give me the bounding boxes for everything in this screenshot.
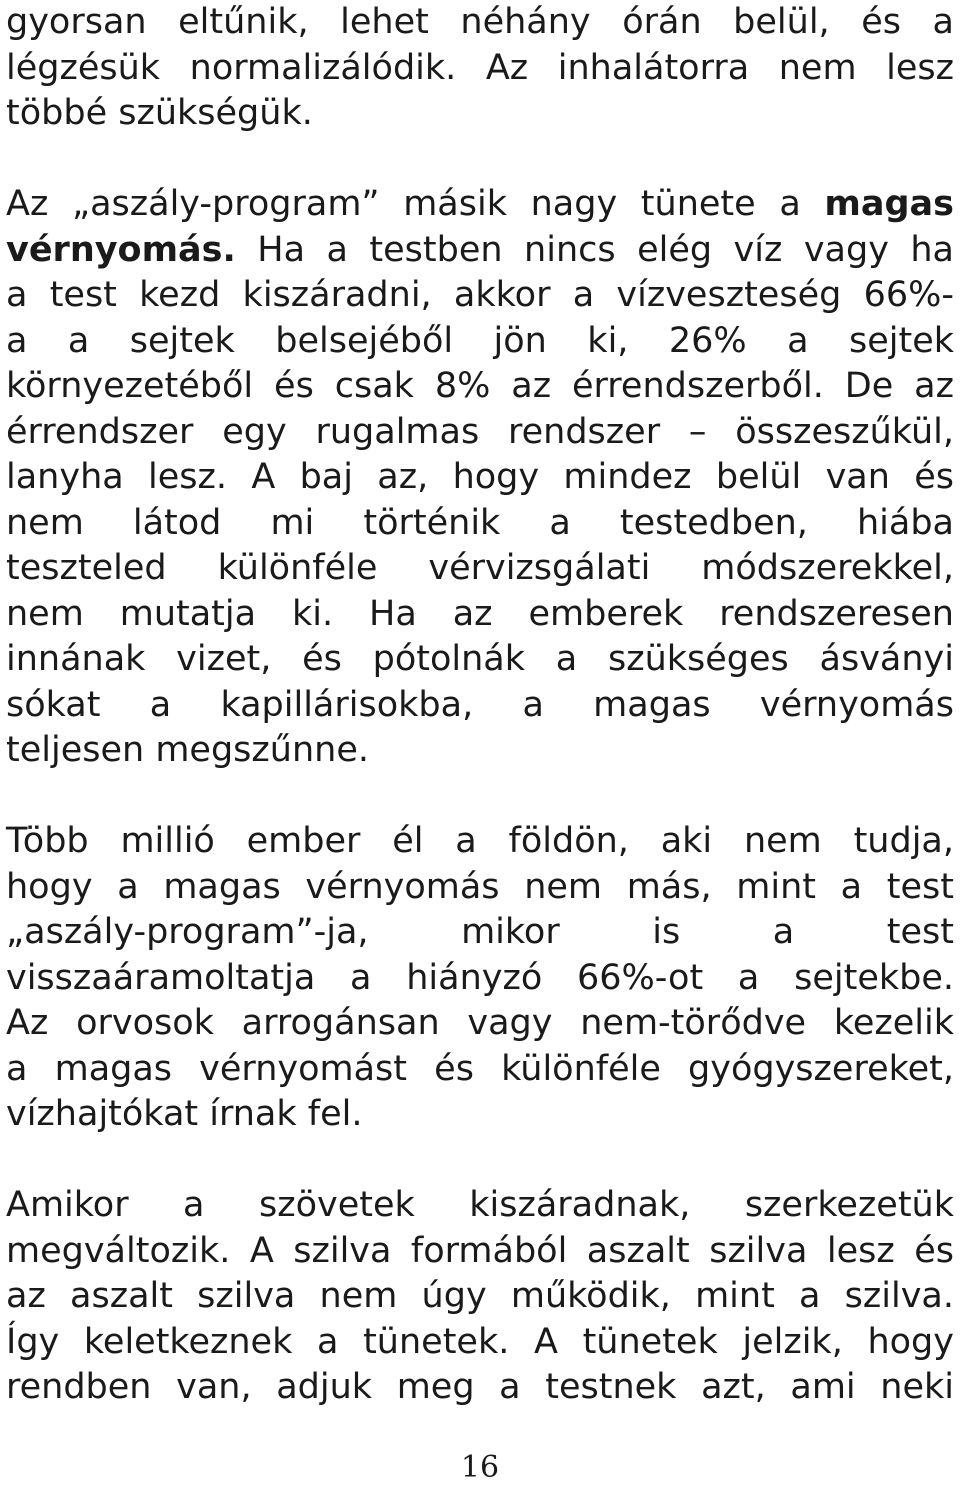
text-run: innának vizet, és pótolnák a szükséges ásványi [6, 639, 954, 679]
body-paragraph [6, 1183, 954, 1411]
text-line [6, 1047, 954, 1093]
page-number: 16 [460, 1450, 500, 1485]
text-run: az aszalt szilva nem úgy működik, mint a szilva. [6, 1276, 954, 1316]
text-run: „aszály-program”-ja, mikor is a test [6, 912, 954, 952]
text-run: környezetéből és csak 8% az érrendszerből. De az [6, 366, 954, 406]
text-line [6, 1001, 954, 1047]
text-run: a test kezd kiszáradni, akkor a vízveszteség 66%- [6, 275, 954, 315]
text-line [6, 273, 954, 319]
text-run: sókat a kapillárisokba, a magas vérnyomás [6, 684, 954, 725]
text-line [6, 637, 954, 683]
text-line [6, 182, 954, 228]
text-run: Több millió ember él a földön, aki nem tudja, [6, 821, 954, 861]
text-run: lanyha lesz. A baj az, hogy mindez belül van és [6, 457, 954, 497]
text-line [6, 910, 954, 956]
text-run: Így keletkeznek a tünetek. A tünetek jelzik, hogy [6, 1321, 954, 1362]
text-line [6, 865, 954, 911]
text-run: teszteled különféle vérvizsgálati módszerekkel, [6, 548, 954, 588]
text-run: légzésük normalizálódik. Az inhalátorra nem lesz [6, 47, 954, 88]
body-paragraph [6, 819, 954, 1138]
text-line [6, 728, 954, 774]
bold-text: vérnyomás. [6, 229, 236, 270]
text-line [6, 319, 954, 365]
bold-text: magas [824, 184, 954, 224]
text-run: vízhajtókat írnak fel. [6, 1094, 363, 1134]
paragraph-gap [6, 137, 954, 183]
text-line [6, 546, 954, 592]
text-run: rendben van, adjuk meg a testnek azt, ami neki [6, 1367, 954, 1407]
body-paragraph [6, 182, 954, 774]
text-line [6, 1229, 954, 1275]
text-run: Ha a testben nincs elég víz vagy ha [235, 229, 954, 270]
paragraph-gap [6, 1138, 954, 1184]
text-line [6, 455, 954, 501]
text-line [6, 1092, 954, 1138]
text-run: teljesen megszűnne. [6, 730, 369, 770]
body-paragraph [6, 0, 954, 137]
text-line [6, 1274, 954, 1320]
text-run: Amikor a szövetek kiszáradnak, szerkezetük [6, 1185, 954, 1225]
document-page [6, 0, 954, 1411]
text-line [6, 1365, 954, 1411]
text-run: visszaáramoltatja a hiányzó 66%-ot a sejtekbe. [6, 957, 954, 998]
text-run: többé szükségük. [6, 93, 313, 133]
text-line [6, 91, 954, 137]
text-line [6, 0, 954, 46]
text-line [6, 1320, 954, 1366]
text-line [6, 683, 954, 729]
text-line [6, 410, 954, 456]
text-run: gyorsan eltűnik, lehet néhány órán belül, és a [6, 2, 954, 42]
text-line [6, 819, 954, 865]
text-line [6, 364, 954, 410]
text-run: nem látod mi történik a testedben, hiába [6, 502, 954, 543]
text-line [6, 1183, 954, 1229]
text-line [6, 501, 954, 547]
text-line [6, 46, 954, 92]
text-run: nem mutatja ki. Ha az emberek rendszeresen [6, 593, 954, 634]
text-run: Az orvosok arrogánsan vagy nem-törődve kezelik [6, 1003, 954, 1043]
text-run: érrendszer egy rugalmas rendszer – összeszűkül, [6, 411, 954, 452]
text-run: a a sejtek belsejéből jön ki, 26% a sejtek [6, 320, 954, 361]
paragraph-gap [6, 774, 954, 820]
text-line [6, 956, 954, 1002]
text-line [6, 592, 954, 638]
text-run: megváltozik. A szilva formából aszalt szilva lesz és [6, 1230, 954, 1271]
text-run: Az „aszály-program” másik nagy tünete a [6, 184, 825, 224]
text-line [6, 228, 954, 274]
text-run: a magas vérnyomást és különféle gyógyszereket, [6, 1048, 954, 1089]
text-run: hogy a magas vérnyomás nem más, mint a test [6, 866, 954, 907]
